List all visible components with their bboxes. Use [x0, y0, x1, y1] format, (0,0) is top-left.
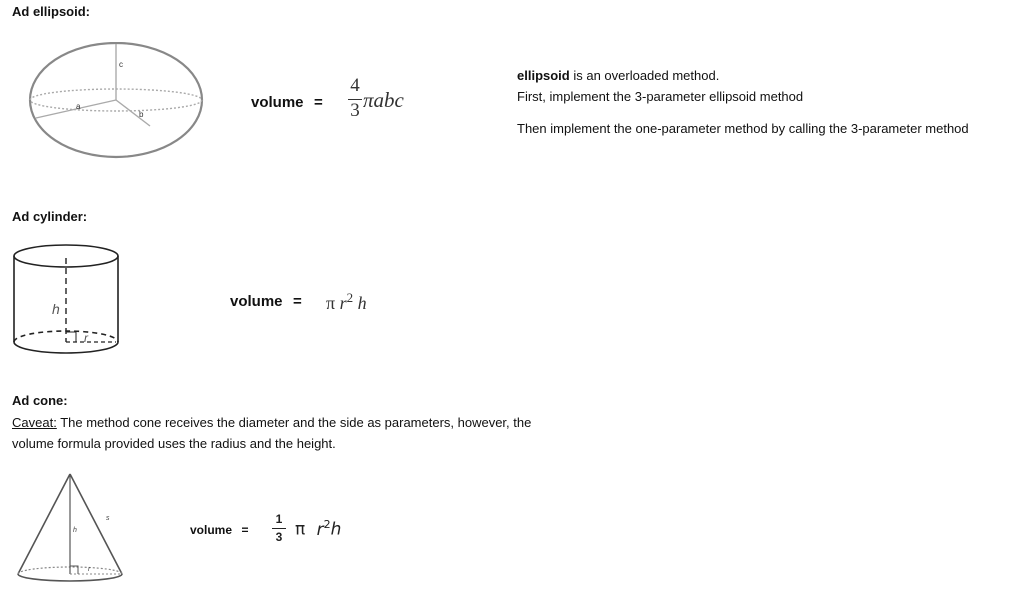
equals-sign: = [313, 94, 323, 111]
ellipsoid-label-c: c [119, 60, 123, 69]
note-line1: is an overloaded method. [569, 68, 720, 83]
note-line3: Then implement the one-parameter method by calling the 3-parameter method [517, 121, 969, 136]
ellipsoid-label-a: a [76, 102, 81, 111]
radius-var: r [339, 293, 347, 313]
cone-label-r: r [88, 566, 91, 573]
cylinder-label-r: r [84, 331, 88, 345]
equals-sign: = [241, 523, 249, 537]
pi-symbol: π [326, 293, 336, 313]
cylinder-diagram [8, 240, 126, 362]
cone-volume-formula [190, 521, 248, 539]
fraction-denominator: 3 [275, 530, 283, 544]
volume-label: volume [251, 94, 304, 111]
cylinder-volume-formula [230, 293, 302, 311]
fraction-bar [272, 528, 286, 529]
exponent: 2 [323, 518, 331, 531]
cylinder-heading: Ad cylinder: [12, 209, 88, 224]
fraction-denominator: 3 [350, 100, 360, 121]
cylinder-formula-terms [326, 290, 367, 314]
ellipsoid-note [517, 65, 969, 139]
caveat-line1: The method cone receives the diameter and the side as parameters, however, the [56, 415, 532, 430]
height-var: h [330, 519, 342, 540]
radius-var: r [316, 519, 324, 540]
formula-terms [363, 88, 404, 113]
cone-formula-terms [295, 518, 341, 540]
formula-vars: abc [373, 88, 404, 112]
cone-caveat [12, 412, 531, 454]
exponent: 2 [346, 290, 354, 305]
ellipsoid-volume-formula [251, 94, 323, 112]
note-line2: First, implement the 3-parameter ellipsoid method [517, 89, 804, 104]
equals-sign: = [292, 293, 302, 310]
fraction-numerator: 4 [350, 75, 360, 96]
caveat-line2: volume formula provided uses the radius and the height. [12, 436, 336, 451]
ellipsoid-label-b: b [139, 110, 144, 119]
ellipsoid-diagram [26, 42, 208, 166]
cone-heading: Ad cone: [12, 393, 68, 408]
pi-symbol: π [363, 88, 374, 112]
cone-diagram [12, 470, 128, 586]
fraction-numerator: 1 [275, 512, 283, 526]
height-var: h [357, 293, 367, 313]
cone-label-s: s [106, 515, 110, 522]
pi-symbol: π [295, 519, 306, 540]
cone-label-h: h [73, 527, 77, 534]
volume-label: volume [230, 293, 283, 310]
caveat-label: Caveat: [12, 415, 57, 430]
method-name: ellipsoid [517, 68, 570, 83]
ellipsoid-heading: Ad ellipsoid: [12, 4, 90, 19]
volume-label: volume [190, 523, 233, 537]
cylinder-label-h: h [52, 301, 60, 317]
